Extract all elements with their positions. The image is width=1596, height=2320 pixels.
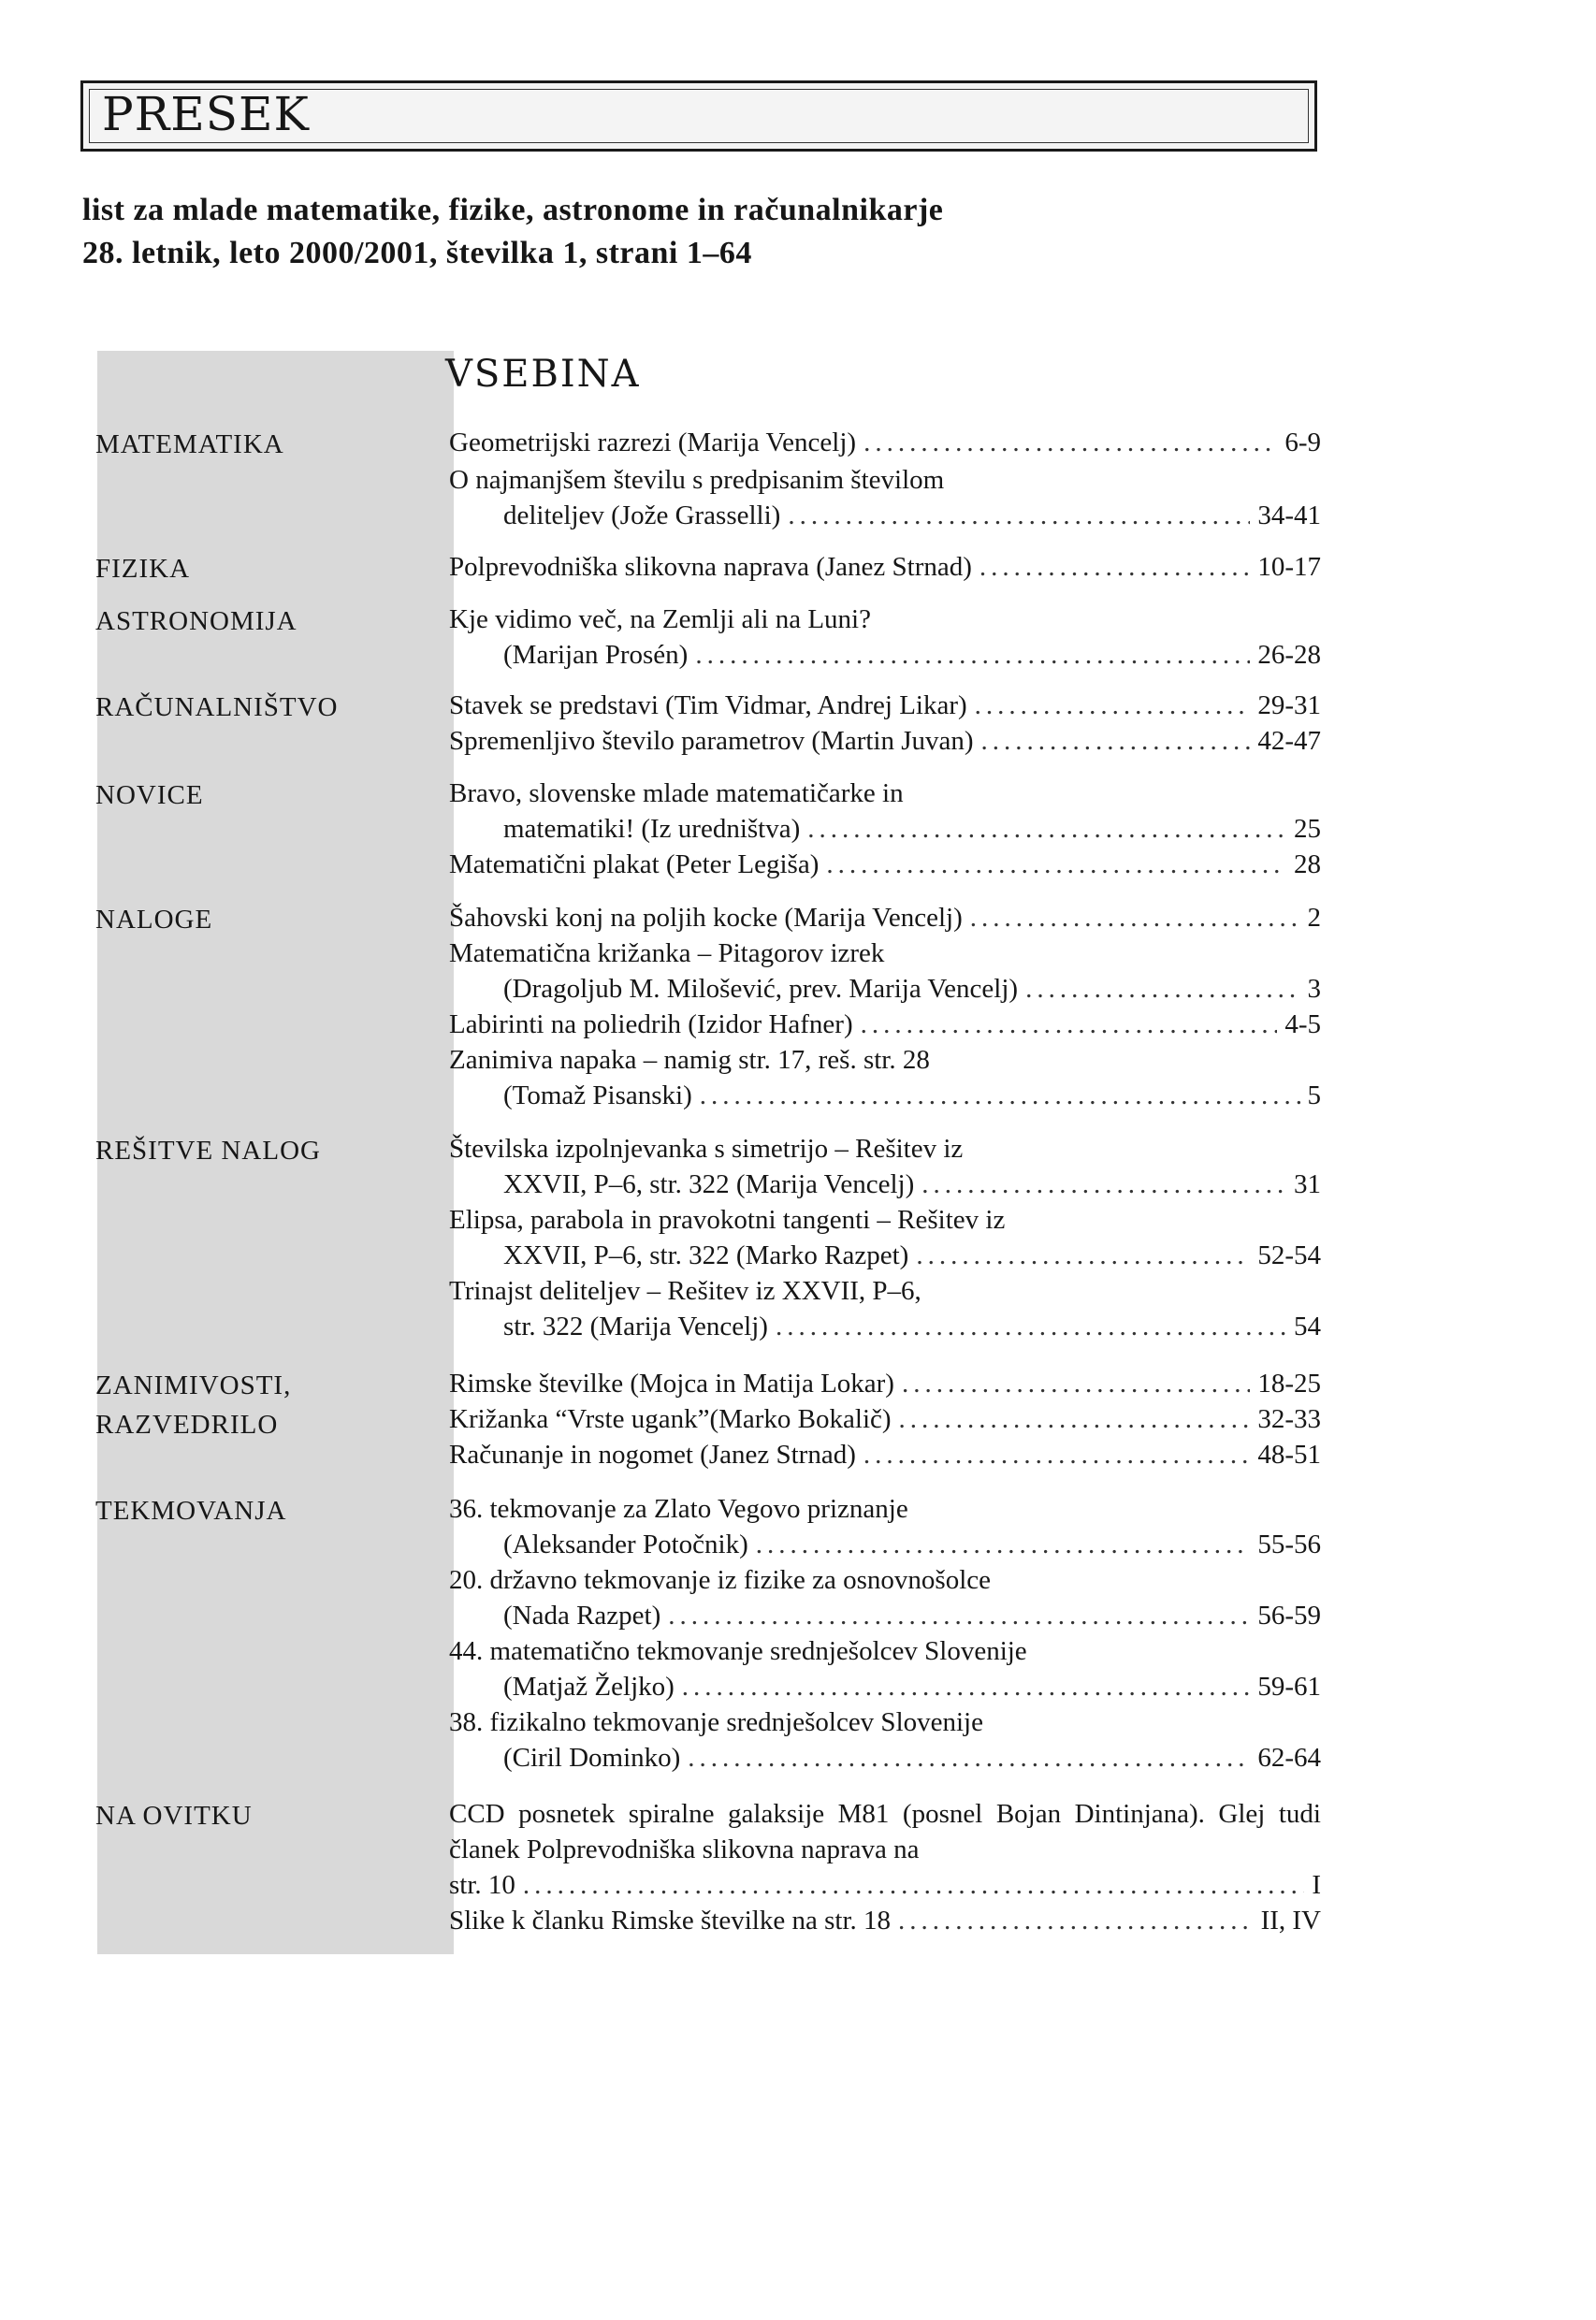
subtitle-line-2: 28. letnik, leto 2000/2001, številka 1, strani 1–64 xyxy=(82,236,752,270)
entry-page: 48-51 xyxy=(1257,1440,1321,1470)
entry-page: II, IV xyxy=(1260,1906,1321,1936)
toc-entry xyxy=(449,1131,1321,1344)
entry-text-cont: str. 10 xyxy=(449,1870,515,1900)
toc-entry xyxy=(449,549,1321,585)
entry-text: Računanje in nogomet (Janez Strnad) xyxy=(449,1440,856,1470)
entry-page: 31 xyxy=(1294,1169,1321,1199)
entry-page: 42-47 xyxy=(1257,726,1321,756)
dot-leader xyxy=(979,549,1250,585)
entry-text: Številska izpolnjevanka s simetrijo – Rešitev iz xyxy=(449,1134,964,1164)
dot-leader xyxy=(863,425,1277,460)
entry-text: Labirinti na poliedrih (Izidor Hafner) xyxy=(449,1009,853,1039)
entry-text: 44. matematično tekmovanje srednješolcev Slovenije xyxy=(449,1636,1027,1666)
toc-entry xyxy=(449,776,1321,882)
entry-page: 52-54 xyxy=(1257,1240,1321,1270)
entry-text-cont: (Marijan Prosén) xyxy=(503,640,689,670)
entry-text: 20. državno tekmovanje iz fizike za osnovnošolce xyxy=(449,1565,991,1595)
dot-leader xyxy=(902,1366,1250,1401)
dot-leader xyxy=(756,1527,1251,1562)
entry-text: Matematični plakat (Peter Legiša) xyxy=(449,849,820,879)
entry-text-cont: XXVII, P–6, str. 322 (Marija Vencelj) xyxy=(503,1169,915,1199)
category-razvedrilo: RAZVEDRILO xyxy=(95,1410,279,1440)
entry-text: Šahovski konj na poljih kocke (Marija Vencelj) xyxy=(449,903,963,933)
entry-text: Rimske številke (Mojca in Matija Lokar) xyxy=(449,1369,894,1399)
category-matematika: MATEMATIKA xyxy=(95,429,284,459)
entry-page: 59-61 xyxy=(1257,1672,1321,1702)
entry-page: 56-59 xyxy=(1257,1601,1321,1631)
dot-leader xyxy=(970,900,1300,935)
entry-page: 28 xyxy=(1294,849,1321,879)
subtitle-line-1: list za mlade matematike, fizike, astronome in računalnikarje xyxy=(82,193,944,227)
toc-entry xyxy=(449,1366,1321,1472)
entry-text: Stavek se predstavi (Tim Vidmar, Andrej Likar) xyxy=(449,690,967,720)
entry-text: O najmanjšem številu s predpisanim številom xyxy=(449,465,945,495)
category-na-ovitku: NA OVITKU xyxy=(95,1801,253,1831)
dot-leader xyxy=(899,1401,1251,1437)
entry-page: 62-64 xyxy=(1257,1743,1321,1773)
entry-page: 26-28 xyxy=(1257,640,1321,670)
entry-text-cont: (Matjaž Željko) xyxy=(503,1672,675,1702)
entry-page: 2 xyxy=(1307,903,1321,933)
entry-page: 54 xyxy=(1294,1312,1321,1341)
dot-leader xyxy=(863,1437,1250,1472)
entry-text-cont: matematiki! (Iz uredništva) xyxy=(503,814,801,844)
category-resitve-nalog: REŠITVE NALOG xyxy=(95,1136,321,1166)
entry-page: 32-33 xyxy=(1257,1404,1321,1434)
dot-leader xyxy=(981,723,1251,759)
entry-page: 6-9 xyxy=(1284,428,1321,457)
entry-page: 3 xyxy=(1307,974,1321,1004)
entry-text-cont: (Ciril Dominko) xyxy=(503,1743,681,1773)
entry-page: 18-25 xyxy=(1257,1369,1321,1399)
dot-leader xyxy=(668,1598,1250,1633)
dot-leader xyxy=(826,847,1286,882)
entry-text: Matematična križanka – Pitagorov izrek xyxy=(449,938,885,968)
contents-title: VSEBINA xyxy=(445,353,641,396)
entry-text: 36. tekmovanje za Zlato Vegovo priznanje xyxy=(449,1494,908,1524)
masthead xyxy=(80,80,1317,152)
dot-leader xyxy=(861,1007,1278,1042)
category-fizika: FIZIKA xyxy=(95,554,191,584)
dot-leader xyxy=(700,1078,1300,1113)
entry-text: Križanka “Vrste ugank”(Marko Bokalič) xyxy=(449,1404,892,1434)
entry-text: Elipsa, parabola in pravokotni tangenti – Rešitev iz xyxy=(449,1205,1006,1235)
dot-leader xyxy=(898,1903,1254,1938)
entry-text-cont: (Nada Razpet) xyxy=(503,1601,661,1631)
toc-entry xyxy=(449,688,1321,759)
toc-entry xyxy=(449,1796,1321,1938)
dot-leader xyxy=(682,1669,1251,1704)
entry-text-cont: XXVII, P–6, str. 322 (Marko Razpet) xyxy=(503,1240,909,1270)
dot-leader xyxy=(807,811,1286,847)
category-zanimivosti: ZANIMIVOSTI, xyxy=(95,1370,292,1400)
entry-text: Spremenljivo število parametrov (Martin Juvan) xyxy=(449,726,974,756)
entry-text: Zanimiva napaka – namig str. 17, reš. str. 28 xyxy=(449,1045,930,1075)
dot-leader xyxy=(688,1740,1250,1776)
toc-entry xyxy=(449,1491,1321,1776)
entry-page: 29-31 xyxy=(1257,690,1321,720)
entry-page: 34-41 xyxy=(1257,500,1321,530)
entry-text-cont: (Aleksander Potočnik) xyxy=(503,1530,748,1559)
entry-text: Bravo, slovenske mlade matematičarke in xyxy=(449,778,904,808)
entry-text: Polprevodniška slikovna naprava (Janez Strnad) xyxy=(449,552,972,582)
entry-page: 5 xyxy=(1307,1080,1321,1110)
category-racunalnistvo: RAČUNALNIŠTVO xyxy=(95,692,339,722)
dot-leader xyxy=(695,637,1250,673)
toc-entry xyxy=(449,462,1321,533)
category-naloge: NALOGE xyxy=(95,905,213,935)
entry-paragraph: CCD posnetek spiralne galaksije M81 (posnel Bojan Dintinjana). Glej tudi članek Polprevodniška slikovna naprava na xyxy=(449,1799,1321,1864)
dot-leader xyxy=(1025,971,1299,1007)
toc-entry xyxy=(449,425,1321,460)
entry-text: Trinajst deliteljev – Rešitev iz XXVII, P–6, xyxy=(449,1276,921,1306)
dot-leader xyxy=(523,1867,1304,1903)
entry-page: 55-56 xyxy=(1257,1530,1321,1559)
category-astronomija: ASTRONOMIJA xyxy=(95,606,297,636)
dot-leader xyxy=(788,498,1250,533)
entry-text-cont: deliteljev (Jože Grasselli) xyxy=(503,500,781,530)
entry-page: 4-5 xyxy=(1284,1009,1321,1039)
toc-entry xyxy=(449,900,1321,1113)
entry-page: 25 xyxy=(1294,814,1321,844)
toc-entry xyxy=(449,602,1321,673)
entry-text-cont: (Dragoljub M. Milošević, prev. Marija Vencelj) xyxy=(503,974,1019,1004)
category-tekmovanja: TEKMOVANJA xyxy=(95,1496,287,1526)
entry-page: I xyxy=(1312,1870,1321,1900)
dot-leader xyxy=(776,1309,1286,1344)
dot-leader xyxy=(921,1167,1286,1202)
category-novice: NOVICE xyxy=(95,780,204,810)
entry-text: Kje vidimo več, na Zemlji ali na Luni? xyxy=(449,604,871,634)
entry-text: 38. fizikalno tekmovanje srednješolcev Slovenije xyxy=(449,1707,983,1737)
entry-page: 10-17 xyxy=(1257,552,1321,582)
entry-text-cont: (Tomaž Pisanski) xyxy=(503,1080,692,1110)
entry-text: Slike k članku Rimske številke na str. 18 xyxy=(449,1906,892,1936)
entry-text-cont: str. 322 (Marija Vencelj) xyxy=(503,1312,768,1341)
entry-text: Geometrijski razrezi (Marija Vencelj) xyxy=(449,428,857,457)
dot-leader xyxy=(916,1238,1250,1273)
magazine-title: PRESEK xyxy=(102,87,310,141)
dot-leader xyxy=(975,688,1251,723)
